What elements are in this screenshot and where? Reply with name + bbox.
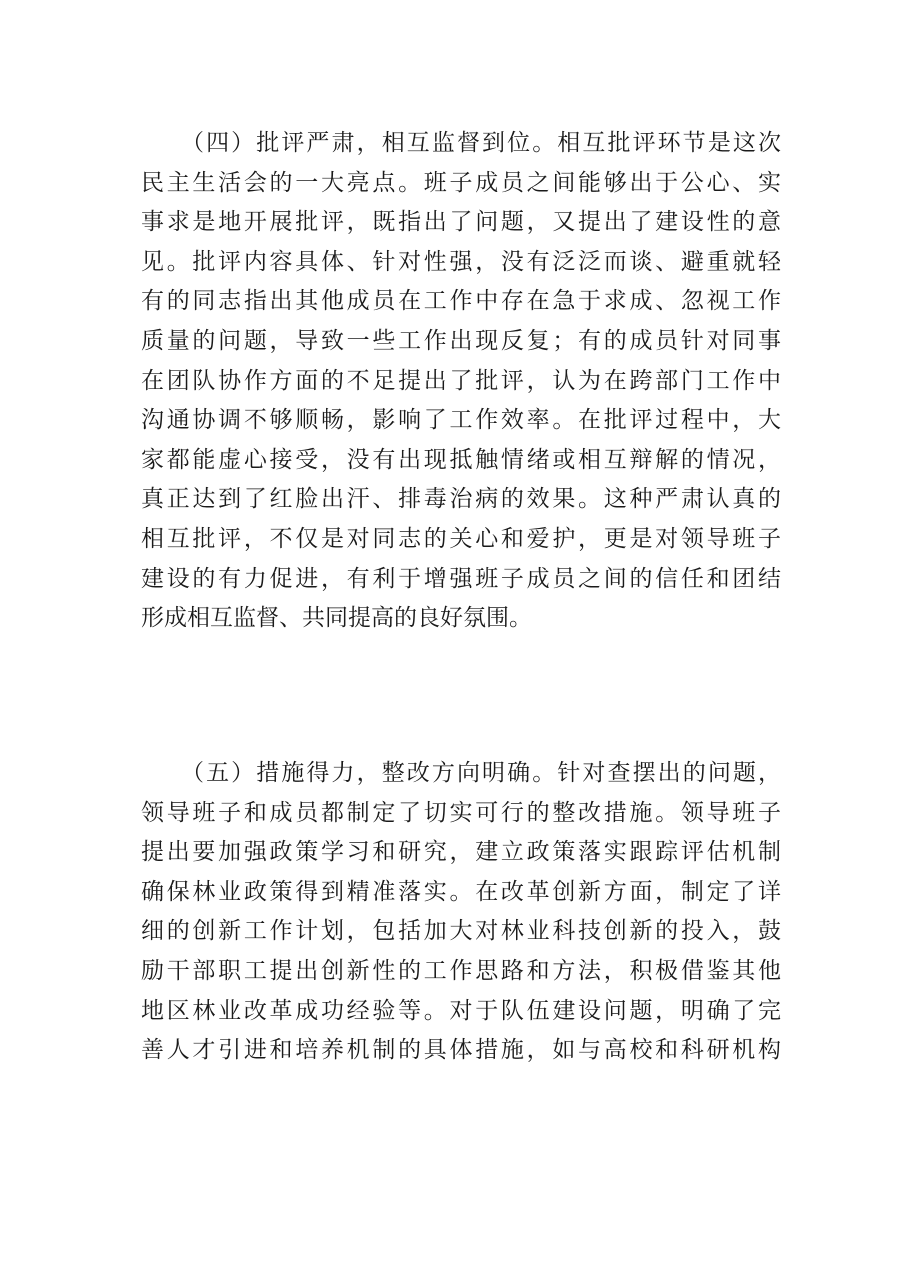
paragraph-line: 形成相互监督、共同提高的良好氛围。 (141, 605, 532, 632)
paragraph-line: （五）措施得力，整改方向明确。针对查摆出的问题， (181, 760, 781, 786)
paragraph-line: 家都能虚心接受，没有出现抵触情绪或相互辩解的情况， (141, 446, 781, 473)
paragraph-line: （四）批评严肃，相互监督到位。相互批评环节是这次 (181, 130, 781, 156)
paragraph-line: 励干部职工提出创新性的工作思路和方法，积极借鉴其他 (141, 957, 781, 984)
paragraph-criticism (141, 124, 781, 639)
paragraph-line: 见。批评内容具体、针对性强，没有泛泛而谈、避重就轻 (141, 248, 781, 275)
paragraph-line: 有的同志指出其他成员在工作中存在急于求成、忽视工作 (141, 288, 781, 315)
paragraph-line: 确保林业政策得到精准落实。在改革创新方面，制定了详 (141, 878, 781, 905)
paragraph-line: 建设的有力促进，有利于增强班子成员之间的信任和团结 (141, 565, 781, 592)
paragraph-line: 真正达到了红脸出汗、排毒治病的效果。这种严肃认真的 (141, 486, 781, 513)
paragraph-line: 沟通协调不够顺畅，影响了工作效率。在批评过程中，大 (141, 407, 781, 434)
paragraph-line: 领导班子和成员都制定了切实可行的整改措施。领导班子 (141, 799, 781, 826)
paragraph-line: 相互批评，不仅是对同志的关心和爱护，更是对领导班子 (141, 525, 781, 552)
paragraph-line: 细的创新工作计划，包括加大对林业科技创新的投入，鼓 (141, 918, 781, 945)
paragraph-line: 在团队协作方面的不足提出了批评，认为在跨部门工作中 (141, 367, 781, 394)
paragraph-line: 提出要加强政策学习和研究，建立政策落实跟踪评估机制 (141, 839, 781, 866)
paragraph-line: 民主生活会的一大亮点。班子成员之间能够出于公心、实 (141, 169, 781, 196)
paragraph-line: 地区林业改革成功经验等。对于队伍建设问题，明确了完 (141, 997, 781, 1024)
paragraph-line: 事求是地开展批评，既指出了问题，又提出了建设性的意 (141, 209, 781, 236)
paragraph-line: 质量的问题，导致一些工作出现反复；有的成员针对同事 (141, 327, 781, 354)
paragraph-measures (141, 754, 781, 1071)
paragraph-line: 善人才引进和培养机制的具体措施，如与高校和科研机构 (141, 1037, 781, 1064)
